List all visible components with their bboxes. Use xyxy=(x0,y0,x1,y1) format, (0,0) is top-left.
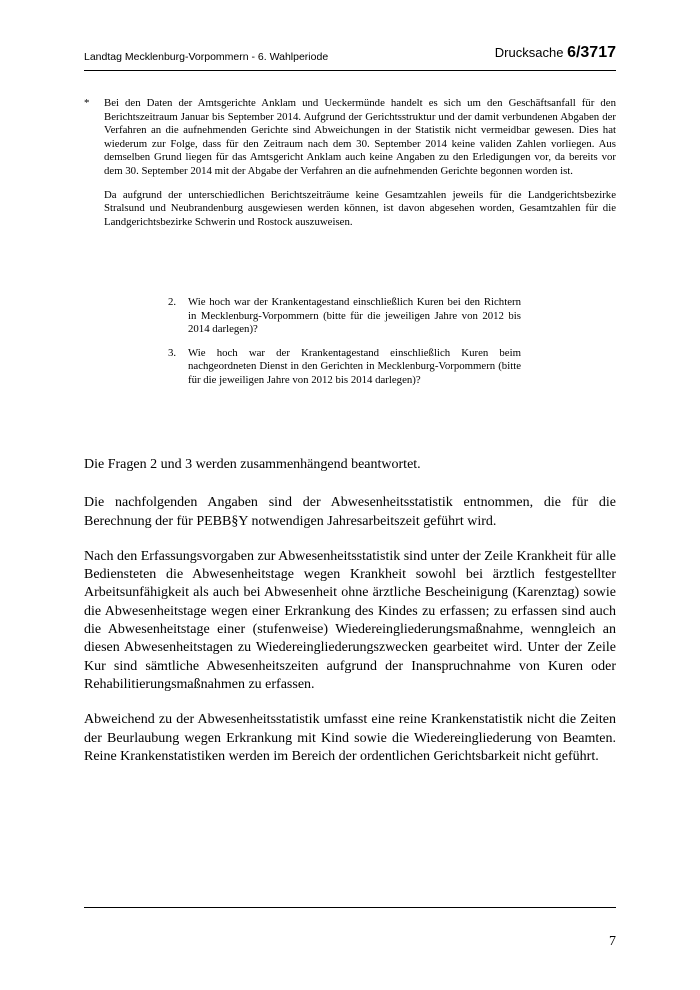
answer-paragraph-1: Die Fragen 2 und 3 werden zusammenhängend beantwortet. xyxy=(84,457,421,472)
question-text: Wie hoch war der Krankentagestand einschließlich Kuren bei den Richtern in Mecklenburg-Vorpommern (bitte für die jeweiligen Jahre von 2012 bis 2014 darlegen)? xyxy=(188,296,521,336)
question-item xyxy=(168,347,521,388)
page-number: 7 xyxy=(609,934,616,949)
parliament-label: Landtag Mecklenburg-Vorpommern - 6. Wahlperiode xyxy=(84,51,329,63)
question-item xyxy=(168,296,521,337)
question-text: Wie hoch war der Krankentagestand einschließlich Kuren beim nachgeordneten Dienst in den Gerichten in Mecklenburg-Vorpommern (bitte für die jeweiligen Jahre von 2012 bis 2014 darlegen)? xyxy=(188,346,521,386)
table-footnote xyxy=(84,97,616,229)
question-number: 2. xyxy=(168,296,177,308)
answer-paragraph-2: Die nachfolgenden Angaben sind der Abwesenheitsstatistik entnommen, die für die Berechnung der für PEBB§Y notwendigen Jahresarbeitszeit geführt wird. xyxy=(84,495,616,529)
answer-body xyxy=(84,456,616,783)
answer-paragraph-4: Abweichend zu der Abwesenheitsstatistik umfasst eine reine Krankenstatistik nicht die Zeiten der Beurlaubung wegen Erkrankung mit Kind sowie die Wiedereingliederung von Beamten. Reine Krankenstatistiken werden im Bereich der ordentlichen Gerichtsbarkeit nicht geführt. xyxy=(84,712,616,764)
question-number: 3. xyxy=(168,346,177,359)
page-header xyxy=(84,42,616,71)
questions-block xyxy=(168,296,521,398)
document-label: Drucksache xyxy=(494,45,564,60)
answer-paragraph-3: Nach den Erfassungsvorgaben zur Abwesenheitsstatistik sind unter der Zeile Krankheit für alle Bediensteten die Abwesenheitstage wegen Krankheit sowohl bei ärztlich festgestellter Arbeitsunfähigkeit als auch bei Abwesenheit ohne ärztliche Bescheinigung (Karenztag) sowie die Abwesenheitstage wegen einer Erkrankung des Kindes zu erfassen; zu erfassen sind auch die Abwesenheitstage einer (stufenweise) Wiedereingliederungsmaßnahme, wenngleich an diesen Abwesenheitstagen zu Wiedereingliederungszwecken gearbeitet wird. Unter der Zeile Kur sind sämtliche Abwesenheitszeiten aufgrund der Inanspruchnahme von Kuren oder Rehabilitierungsmaßnahmen zu erfassen. xyxy=(84,548,616,692)
footer-divider xyxy=(84,907,616,908)
footnote-paragraph-2: Da aufgrund der unterschiedlichen Berichtszeiträume keine Gesamtzahlen jeweils für die Landgerichtsbezirke Stralsund und Neubrandenburg ausgewiesen werden können, ist davon abgesehen worden, Gesamtzahlen für die Landgerichtsbezirke Schwerin und Rostock auszuweisen. xyxy=(104,188,616,228)
document-reference xyxy=(495,44,616,62)
footnote-paragraph-1: Bei den Daten der Amtsgerichte Anklam und Ueckermünde handelt es sich um den Geschäftsanfall für den Berichtszeitraum Januar bis September 2014. Aufgrund der Gerichtsstruktur und der damit verbundenen Abgaben der Verfahren an die aufnehmenden Gerichte sind Abweichungen in der Statistik nicht vermeidbar gewesen. Dies hat wiederum zur Folge, dass für den Zeitraum nach dem 30. September 2014 keine validen Zahlen vorliegen. Aus demselben Grund liegen für das Amtsgericht Anklam auch keine Angaben zu den Erledigungen vor, da bereits vor dem 30. September 2014 mit der Abgabe der Verfahren an die aufnehmenden Gerichte begonnen worden ist. xyxy=(104,97,616,177)
footnote-mark: * xyxy=(84,97,90,109)
document-number: 6/3717 xyxy=(567,44,616,61)
